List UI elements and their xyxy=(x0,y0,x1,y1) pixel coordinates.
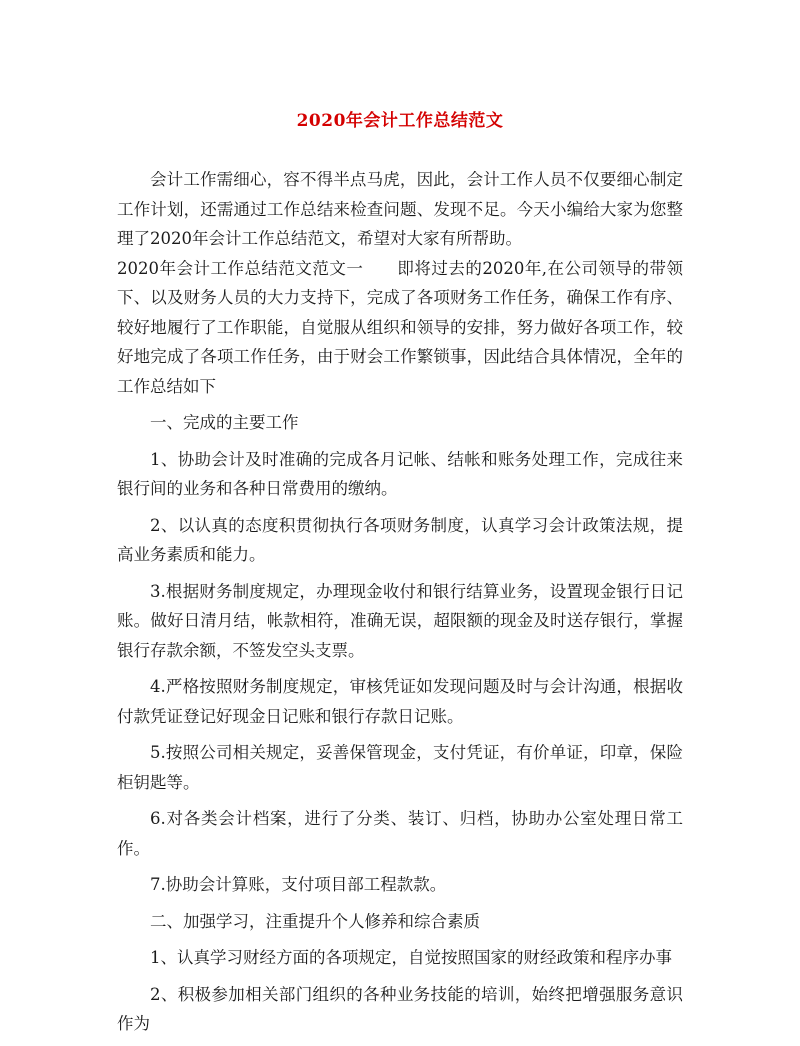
paragraph: 2020年会计工作总结范文范文一 即将过去的2020年,在公司领导的带领下、以及财务人员的大力支持下，完成了各项财务工作任务，确保工作有序、较好地履行了工作职能，自觉服从组织和领导的安排，努力做好各项工作，较好地完成了各项工作任务，由于财会工作繁锁事，因此结合具体情况，全年的工作总结如下 xyxy=(117,258,683,396)
paragraph: 4.严格按照财务制度规定，审核凭证如发现问题及时与会计沟通，根据收付款凭证登记好现金日记账和银行存款日记账。 xyxy=(117,677,683,726)
document-title: 2020年会计工作总结范文 xyxy=(296,111,504,131)
paragraph: 5.按照公司相关规定，妥善保管现金，支付凭证，有价单证，印章，保险柜钥匙等。 xyxy=(117,743,683,792)
paragraph: 一、完成的主要工作 xyxy=(150,413,299,432)
paragraph: 2、以认真的态度积贯彻执行各项财务制度，认真学习会计政策法规，提高业务素质和能力。 xyxy=(117,515,683,564)
paragraph: 1、协助会计及时准确的完成各月记帐、结帐和账务处理工作，完成往来银行间的业务和各种日常费用的缴纳。 xyxy=(117,449,683,498)
paragraph: 会计工作需细心，容不得半点马虎，因此，会计工作人员不仅要细心制定工作计划，还需通过工作总结来检查问题、发现不足。今天小编给大家为您整理了2020年会计工作总结范文，希望对大家有所帮助。 xyxy=(117,170,683,248)
paragraph: 7.协助会计算账，支付项目部工程款款。 xyxy=(150,875,447,894)
paragraph: 3.根据财务制度规定，办理现金收付和银行结算业务，设置现金银行日记账。做好日清月结，帐款相符，准确无误，超限额的现金及时送存银行，掌握银行存款余额，不签发空头支票。 xyxy=(117,581,683,660)
paragraph: 6.对各类会计档案，进行了分类、装订、归档，协助办公室处理日常工作。 xyxy=(117,809,683,858)
paragraph: 1、认真学习财经方面的各项规定，自觉按照国家的财经政策和程序办事 xyxy=(150,948,672,967)
paragraph: 二、加强学习，注重提升个人修养和综合素质 xyxy=(150,911,480,931)
document-body xyxy=(117,165,683,1046)
paragraph: 2、积极参加相关部门组织的各种业务技能的培训，始终把增强服务意识作为 xyxy=(117,984,683,1033)
